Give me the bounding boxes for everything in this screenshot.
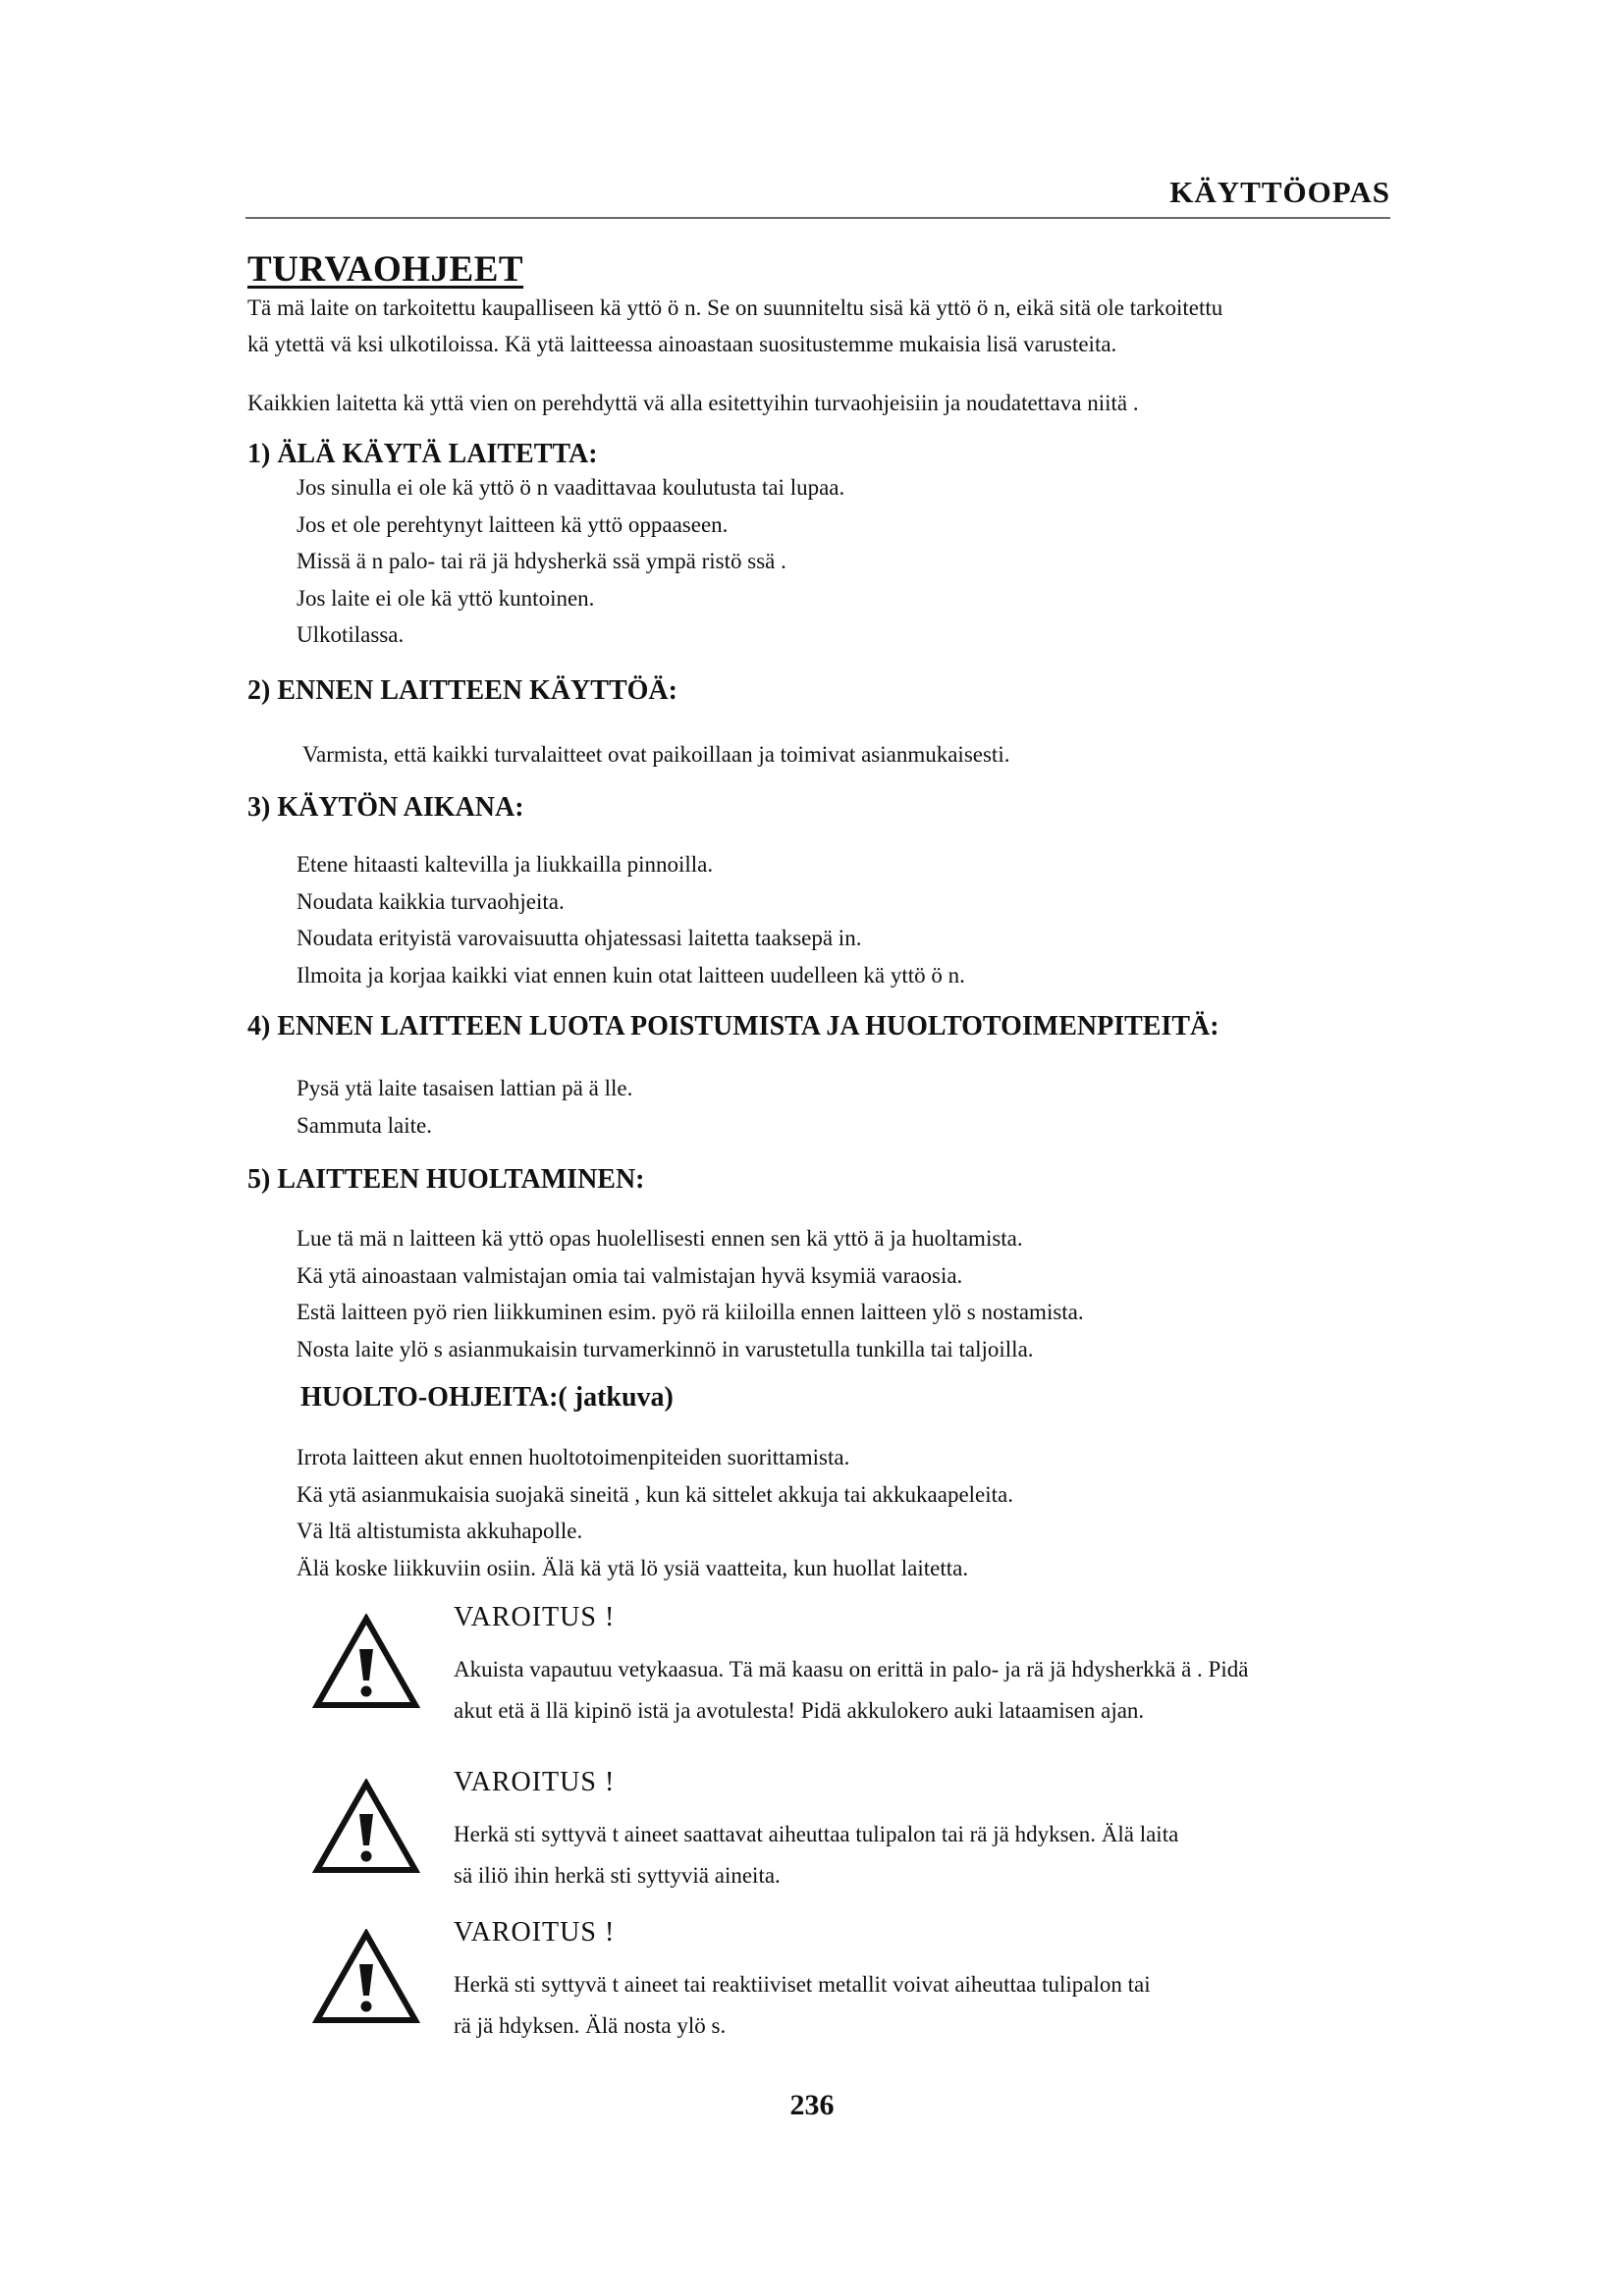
list-item: Jos sinulla ei ole kä yttö ö n vaadittavaa koulutusta tai lupaa. [297, 475, 845, 500]
list-item: Vä ltä altistumista akkuhapolle. [297, 1519, 583, 1543]
list-item: Pysä ytä laite tasaisen lattian pä ä lle. [297, 1076, 633, 1100]
section-3-list [297, 846, 965, 993]
warning-title: VAROITUS ! [454, 1917, 616, 1948]
list-item: Lue tä mä n laitteen kä yttö opas huolellisesti ennen sen kä yttö ä ja huoltamista. [297, 1226, 1023, 1251]
warning-text [454, 1649, 1435, 1732]
list-item: Ulkotilassa. [297, 622, 405, 647]
warning-line: Akuista vapautuu vetykaasua. Tä mä kaasu on erittä in palo- ja rä jä hdysherkkä ä . Pidä [454, 1657, 1249, 1682]
list-item: Missä ä n palo- tai rä jä hdysherkä ssä ympä ristö ssä . [297, 549, 786, 573]
list-item: Kä ytä asianmukaisia suojakä sineitä , kun kä sittelet akkuja tai akkukaapeleita. [297, 1481, 1014, 1507]
section-2-list [302, 736, 1009, 774]
list-item: Älä koske liikkuviin osiin. Älä kä ytä lö ysiä vaatteita, kun huollat laitetta. [297, 1555, 969, 1580]
intro-paragraph-2 [247, 385, 1475, 421]
page-number: 236 [789, 2089, 835, 2121]
section-heading-3: 3) KÄYTÖN AIKANA: [247, 792, 524, 823]
section-heading-1: 1) ÄLÄ KÄYTÄ LAITETTA: [247, 439, 598, 469]
list-item: Jos laite ei ole kä yttö kuntoinen. [297, 585, 595, 611]
continued-list [297, 1439, 1013, 1586]
list-item: Irrota laitteen akut ennen huoltotoimenpiteiden suorittamista. [297, 1445, 850, 1469]
list-item: Sammuta laite. [297, 1112, 432, 1138]
warning-triangle-icon [312, 1929, 420, 2025]
list-item: Nosta laite ylö s asianmukaisin turvamerkinnö in varustetulla tunkilla tai taljoilla. [297, 1336, 1034, 1362]
warning-triangle-icon [312, 1779, 420, 1875]
section-5-list [297, 1220, 1084, 1367]
intro-line: Kaikkien laitetta kä yttä vien on perehdyttä vä alla esitettyihin turvaohjeisiin ja noudatettava niitä . [247, 391, 1139, 415]
section-1-list [297, 469, 844, 654]
section-heading-2: 2) ENNEN LAITTEEN KÄYTTÖÄ: [247, 675, 677, 706]
list-item: Estä laitteen pyö rien liikkuminen esim. pyö rä kiiloilla ennen laitteen ylö s nostamista. [297, 1300, 1084, 1324]
warning-box-3 [312, 1917, 1441, 2055]
list-item: Noudata erityistä varovaisuutta ohjatessasi laitetta taaksepä in. [297, 926, 862, 950]
header-divider [245, 217, 1390, 219]
warning-line: sä iliö ihin herkä sti syttyviä aineita. [454, 1863, 781, 1888]
section-heading-5: 5) LAITTEEN HUOLTAMINEN: [247, 1164, 645, 1195]
warning-box-1 [312, 1602, 1441, 1739]
running-header-title: KÄYTTÖOPAS [1169, 175, 1390, 209]
intro-paragraph-1 [247, 290, 1475, 362]
warning-line: Herkä sti syttyvä t aineet saattavat aiheuttaa tulipalon tai rä jä hdyksen. Älä laita [454, 1822, 1179, 1846]
list-item: Kä ytä ainoastaan valmistajan omia tai valmistajan hyvä ksymiä varaosia. [297, 1262, 963, 1288]
page-title: TURVAOHJEET [247, 248, 524, 290]
continued-heading: HUOLTO-OHJEITA:( jatkuva) [300, 1382, 674, 1413]
intro-line: Tä mä laite on tarkoitettu kaupalliseen kä yttö ö n. Se on suunniteltu sisä kä yttö ö n, eikä sitä ole tarkoitettu [247, 295, 1223, 320]
warning-text [454, 1964, 1435, 2047]
warning-triangle-icon [312, 1614, 420, 1710]
list-item: Ilmoita ja korjaa kaikki viat ennen kuin otat laitteen uudelleen kä yttö ö n. [297, 962, 965, 988]
section-4-list [297, 1070, 632, 1144]
section-heading-4: 4) ENNEN LAITTEEN LUOTA POISTUMISTA JA HUOLTOTOIMENPITEITÄ: [247, 1011, 1219, 1041]
warning-box-2 [312, 1767, 1441, 1904]
warning-line: Herkä sti syttyvä t aineet tai reaktiiviset metallit voivat aiheuttaa tulipalon tai [454, 1972, 1151, 1997]
list-item: Etene hitaasti kaltevilla ja liukkailla pinnoilla. [297, 852, 714, 877]
warning-title: VAROITUS ! [454, 1767, 616, 1797]
list-item: Jos et ole perehtynyt laitteen kä yttö oppaaseen. [297, 511, 729, 537]
warning-line: akut etä ä llä kipinö istä ja avotulesta! Pidä akkulokero auki lataamisen ajan. [454, 1698, 1145, 1723]
warning-line: rä jä hdyksen. Älä nosta ylö s. [454, 2013, 727, 2038]
warning-title: VAROITUS ! [454, 1602, 616, 1632]
list-item: Noudata kaikkia turvaohjeita. [297, 888, 565, 914]
warning-text [454, 1814, 1435, 1896]
list-item: Varmista, että kaikki turvalaitteet ovat paikoillaan ja toimivat asianmukaisesti. [302, 742, 1010, 767]
intro-line: kä ytettä vä ksi ulkotiloissa. Kä ytä laitteessa ainoastaan suositustemme mukaisia lisä varusteita. [247, 332, 1117, 356]
